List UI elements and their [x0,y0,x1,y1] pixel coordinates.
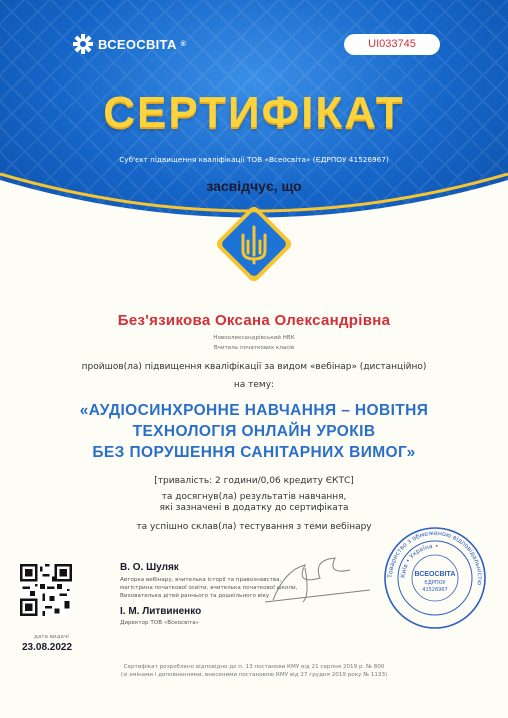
footer-line: (зі змінами і доповненнями, внесеними постановою КМУ від 27 грудня 2019 року № 1133) [120,672,388,678]
issue-date-label: дата видачі [34,634,69,640]
subject-line: Суб'єкт підвищення кваліфікації ТОВ «Всеосвіта» (ЄДРПОУ 41526967) [119,155,389,164]
test-line: та успішно склав(ла) тестування з теми вебінару [136,522,372,532]
recipient-school: Новоолександрівський НВК [213,335,295,341]
issue-date: 23.08.2022 [22,642,73,653]
official-stamp [383,526,487,630]
brand-logo [72,33,186,55]
stamp-center-text: ВСЕОСВІТА [414,571,456,578]
signer-director-name: І. М. Литвиненко [120,606,202,617]
completed-line: пройшов(ла) підвищення кваліфікації за видом «вебінар» (дистанційно) [81,362,427,372]
role-line: магістрина початкової освіти, вчителька початкової школи, [120,585,298,591]
stamp-code-label: ЄДРПОУ [424,580,446,586]
recipient-name: Без'язикова Оксана Олександрівна [117,312,391,329]
stamp-code-number: 41526967 [422,587,448,593]
stamp-ring-text: Товариство з обмеженою відповідальністю [386,529,484,586]
snowflake-logo-icon [72,33,94,55]
webinar-topic [40,400,468,463]
handwritten-signature [265,540,375,610]
certificate-id-badge: UI033745 [344,34,440,55]
qr-code[interactable] [20,564,72,616]
topic-line: «АУДІОСИНХРОННЕ НАВЧАННЯ – НОВІТНЯ [79,402,429,419]
certificate-title: СЕРТИФІКАТ [103,88,405,137]
topic-line: ТЕХНОЛОГІЯ ОНЛАЙН УРОКІВ [132,423,376,440]
signer-director-role: Директор ТОВ «Всеосвіта» [120,620,200,626]
legal-footer [0,663,508,679]
role-line: Авторка вебінару, вчителька історії та правознавства, [120,577,282,583]
results-line-2: які зазначені в додатку до сертифіката [159,503,349,513]
brand-name: ВСЕОСВІТА [98,36,177,52]
recipient-position: Вчитель початкових класів [213,345,295,351]
stamp-top-text: Київ • Україна • [399,542,439,579]
signer-author-name: В. О. Шуляк [120,562,179,573]
topic-line: БЕЗ ПОРУШЕННЯ САНІТАРНИХ ВИМОГ» [92,444,416,461]
duration-line: [тривалість: 2 години/0,06 кредиту ЄКТС] [154,476,354,486]
certifies-text: засвідчує, що [206,178,302,194]
footer-line: Сертифікат розроблено відповідно до п. 13 постанови КМУ від 21 серпня 2019 р. № 800 [123,664,385,670]
trident-emblem-icon [213,203,295,285]
on-topic-label: на тему: [233,380,275,390]
role-line: Вихователька дітей раннього та дошкільного віку [120,593,270,599]
results-line-1: та досягнув(ла) результатів навчання, [161,492,347,502]
registered-mark: ® [180,40,187,48]
